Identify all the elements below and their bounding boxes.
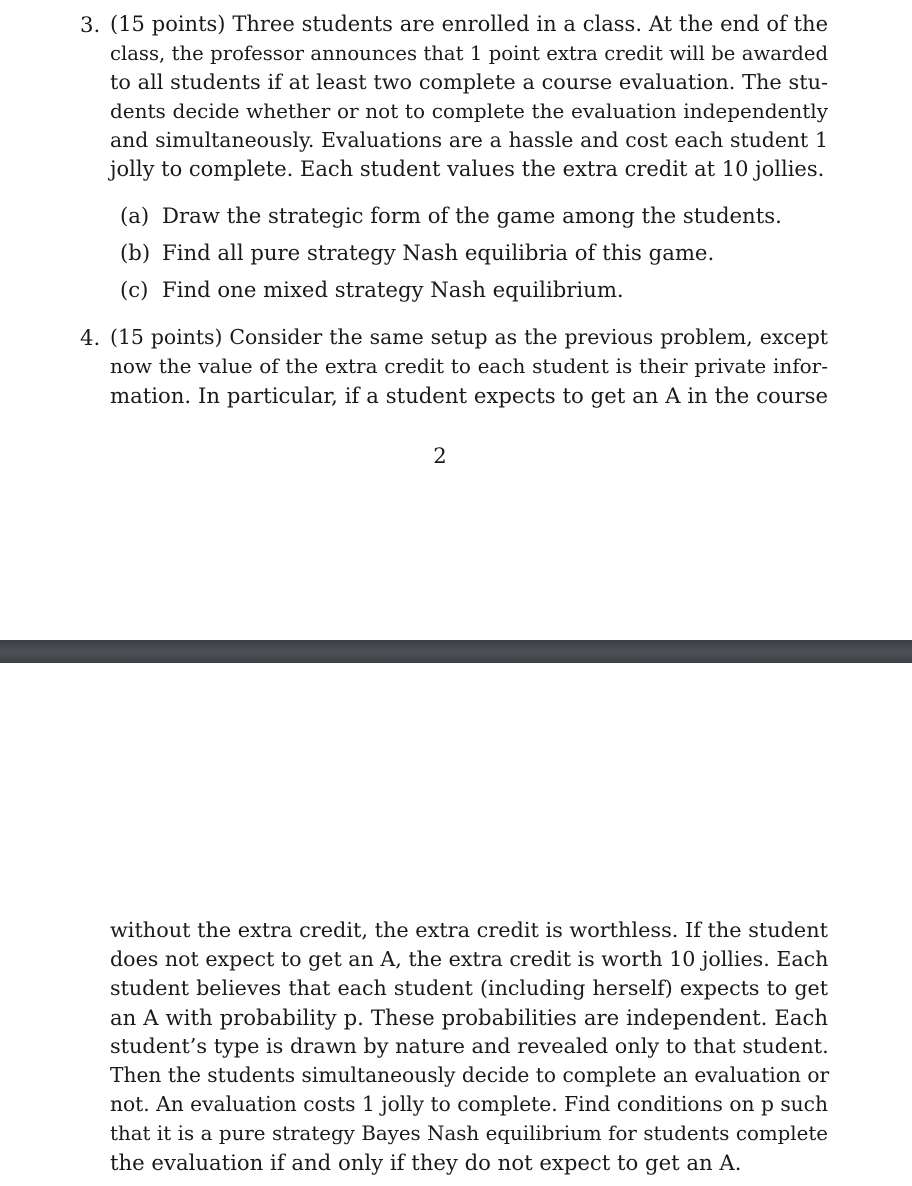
problem-3-part-b (120, 238, 714, 268)
text-line: mation. In particular, if a student expects to get an A in the course (110, 383, 828, 408)
page-number: 2 (433, 443, 447, 468)
part-text: Find all pure strategy Nash equilibria of this game. (162, 240, 715, 265)
part-text: Find one mixed strategy Nash equilibrium. (162, 277, 624, 302)
problem-3-part-c (120, 275, 624, 305)
problem-3-part-a (120, 201, 782, 231)
text-line: without the extra credit, the extra credit is worthless. If the student (110, 918, 828, 942)
text-line: class, the professor announces that 1 point extra credit will be awarded (110, 42, 828, 65)
text-line: student’s type is drawn by nature and revealed only to that student. (110, 1034, 829, 1058)
problem-4-text (110, 323, 828, 410)
text-line: jolly to complete. Each student values the extra credit at 10 jollies. (110, 157, 825, 181)
part-label: (b) (120, 240, 151, 265)
problem-4-continued-text (110, 916, 828, 1177)
text-line: the evaluation if and only if they do not expect to get an A. (110, 1150, 742, 1175)
page-divider (0, 640, 912, 663)
text-line: that it is a pure strategy Bayes Nash equilibrium for students complete (110, 1122, 828, 1145)
part-label: (c) (120, 277, 149, 302)
text-line: to all students if at least two complete a course evaluation. The stu- (110, 70, 828, 94)
text-line: and simultaneously. Evaluations are a hassle and cost each student 1 (110, 128, 828, 152)
text-line: does not expect to get an A, the extra credit is worth 10 jollies. Each (110, 947, 829, 971)
text-line: not. An evaluation costs 1 jolly to complete. Find conditions on p such (110, 1092, 828, 1116)
part-text: Draw the strategic form of the game among the students. (162, 203, 782, 228)
problem-3-text (110, 10, 828, 184)
text-line: Then the students simultaneously decide to complete an evaluation or (110, 1063, 830, 1087)
document-page-bottom (0, 663, 912, 1186)
text-line: (15 points) Three students are enrolled in a class. At the end of the (110, 12, 828, 36)
text-line: an A with probability p. These probabilities are independent. Each (110, 1005, 828, 1030)
text-line: (15 points) Consider the same setup as the previous problem, except (110, 325, 828, 349)
text-line: student believes that each student (including herself) expects to get (110, 976, 828, 1000)
part-label: (a) (120, 203, 150, 228)
text-line: dents decide whether or not to complete the evaluation independently (110, 99, 828, 123)
problem-4-number: 4. (80, 325, 101, 350)
problem-3-number: 3. (80, 12, 101, 37)
text-line: now the value of the extra credit to each student is their private infor- (110, 354, 828, 378)
